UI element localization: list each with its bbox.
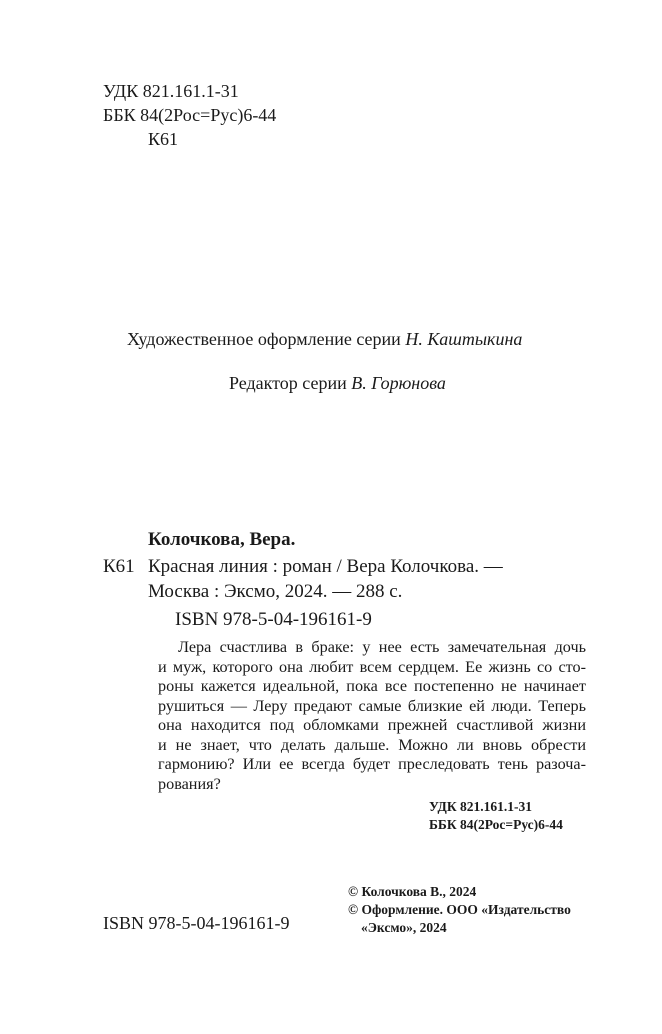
editor-credit-label: Редактор серии (229, 373, 352, 393)
footer-isbn: ISBN 978-5-04-196161-9 (103, 913, 290, 933)
annotation-line: и не знает, что делать дальше. Можно ли вновь обрести (158, 735, 586, 754)
design-credit (127, 328, 522, 350)
udk-bottom: УДК 821.161.1-31 (429, 799, 532, 814)
designer-name: Н. Каштыкина (405, 329, 523, 349)
annotation (158, 638, 586, 794)
author-mark-top: К61 (148, 129, 179, 149)
copyright-design: © Оформление. ООО «Издательство (348, 902, 571, 917)
annotation-line: роны кажется идеальной, пока все постепенно не начинает (158, 677, 586, 695)
annotation-line: гармонию? Или ее всегда будет преследовать тень разоча- (158, 755, 586, 773)
catalog-isbn: ISBN 978-5-04-196161-9 (175, 609, 372, 630)
annotation-line: и муж, которого она любит всем сердцем. Ее жизнь со сто- (158, 657, 586, 676)
catalog-author: Колочкова, Вера. (148, 529, 296, 550)
catalog-code: К61 (103, 556, 135, 577)
annotation-line: она находится под обломками прежней счастливой жизни (158, 716, 586, 734)
copyright-author: © Колочкова В., 2024 (348, 884, 477, 899)
annotation-line: Лера счастлива в браке: у нее есть замечательная дочь (178, 638, 586, 656)
bbk-top: ББК 84(2Рос=Рус)6-44 (103, 105, 277, 125)
editor-credit (229, 372, 446, 394)
editor-name: В. Горюнова (351, 373, 446, 393)
annotation-line: рования? (158, 774, 221, 793)
bbk-bottom: ББК 84(2Рос=Рус)6-44 (429, 817, 563, 832)
catalog-title-line1: Красная линия : роман / Вера Колочкова. — (148, 556, 503, 577)
copyright-design-cont: «Эксмо», 2024 (361, 920, 447, 935)
udk-top: УДК 821.161.1-31 (103, 81, 239, 101)
catalog-title-line2: Москва : Эксмо, 2024. — 288 с. (148, 581, 403, 602)
design-credit-label: Художественное оформление серии (127, 329, 406, 349)
annotation-line: рушиться — Леру предают самые близкие ей люди. Теперь (158, 696, 586, 715)
